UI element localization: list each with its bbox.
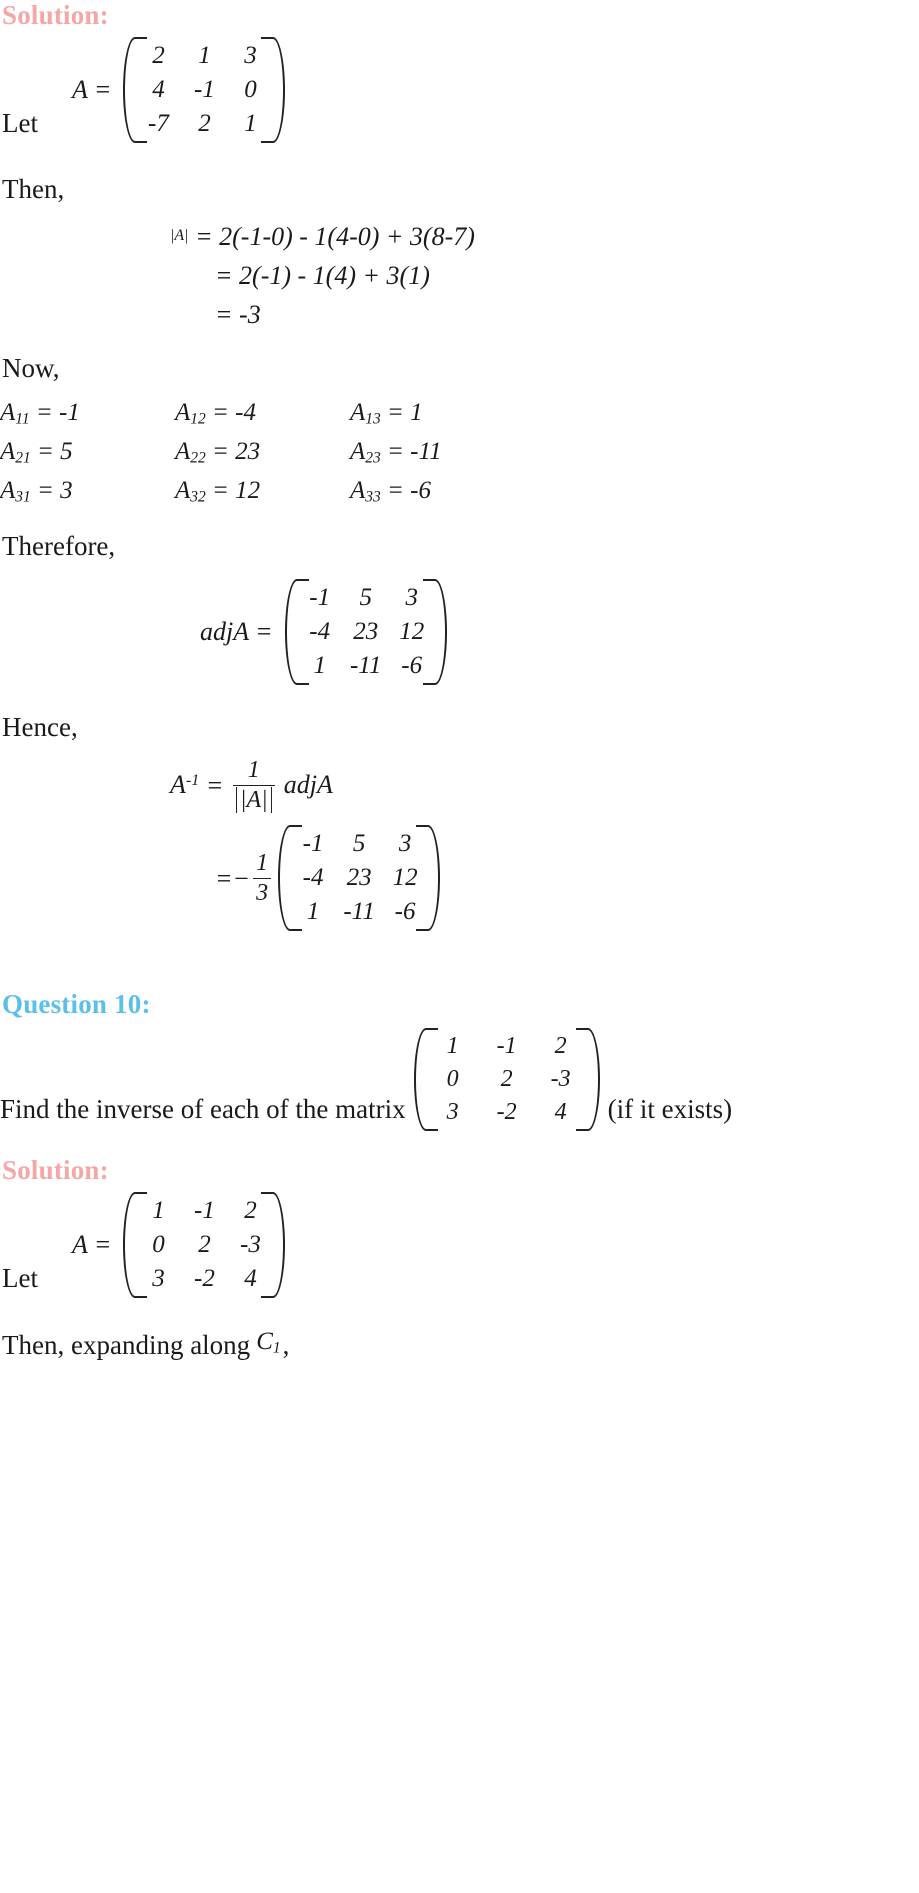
matrix-cell: -11 (349, 652, 382, 680)
matrix-cell: -3 (550, 1066, 571, 1092)
determinant-value-2: 2(-1) - 1(4) + 3(1) (239, 260, 430, 290)
determinant-line-3: = -3 (0, 295, 919, 334)
matrix-cell: 2 (500, 1066, 513, 1092)
solution-heading-q10: Solution: (2, 1155, 109, 1185)
question-10-matrix (410, 1026, 604, 1133)
cofactor-cell: $A_{21} = 5$ (0, 437, 73, 467)
fraction-denominator: |A| (233, 785, 275, 813)
matrix-A-expression-q9 (72, 35, 289, 145)
paren-right-icon (275, 1190, 289, 1300)
matrix-cell: 4 (244, 1265, 257, 1292)
matrix-cell: 1 (306, 898, 320, 925)
matrix-cell: -11 (343, 898, 375, 925)
cofactor-cell: $A_{22} = 23$ (175, 437, 261, 467)
paren-left-icon (274, 823, 288, 933)
matrix-cell: -1 (194, 76, 215, 103)
matrix-cell: 2 (152, 42, 165, 69)
determinant-value-3: -3 (239, 299, 261, 329)
matrix-cell: 3 (398, 830, 412, 857)
determinant-expr-1: = (188, 221, 220, 251)
cofactor-cell: $A_{23} = -11$ (350, 437, 442, 467)
fraction-numerator: 1 (247, 757, 260, 784)
matrix-cell: -1 (302, 830, 324, 857)
matrix-cell: -3 (240, 1231, 261, 1258)
solution-heading-q9: Solution: (2, 0, 109, 30)
expanding-column-label: $C_1$ (256, 1328, 281, 1357)
adjA-equals-label: adjA = (200, 617, 273, 647)
table-row (0, 472, 525, 511)
matrix-A-expression-q10 (72, 1190, 289, 1300)
matrix-cell: 12 (392, 864, 418, 891)
paren-right-icon (275, 35, 289, 145)
table-row (0, 433, 525, 472)
matrix-cell: 0 (152, 1231, 165, 1258)
matrix-cell: 3 (405, 584, 418, 612)
paren-right-icon (430, 823, 444, 933)
matrix-cell: -1 (496, 1033, 517, 1059)
now-label-q9: Now, (2, 352, 60, 383)
let-label-q9: Let (2, 108, 38, 138)
inverse-matrix-q9 (274, 823, 444, 933)
matrix-cell: 1 (446, 1033, 459, 1059)
A-inverse-label: $A^{-1}$ (170, 770, 200, 800)
matrix-cell: 3 (152, 1265, 165, 1292)
cofactor-cell: $A_{11} = -1$ (0, 398, 80, 427)
then-label-q9: Then, (2, 174, 65, 204)
matrix-cell: -6 (394, 898, 416, 925)
fraction-denominator: 3 (253, 878, 271, 906)
matrix-cell: 2 (198, 110, 211, 137)
inverse-fraction (233, 757, 275, 813)
matrix-cell: 1 (244, 110, 257, 137)
expanding-along-line (0, 1328, 919, 1361)
A-equals-label-q9: A = (71, 75, 112, 104)
hence-label-q9: Hence, (2, 712, 78, 743)
inverse-scalar-fraction (253, 850, 271, 906)
let-label-q10: Let (2, 1263, 38, 1293)
adj-matrix-q9 (281, 577, 451, 687)
matrix-cell: 0 (446, 1066, 459, 1092)
cofactor-table-q9 (0, 394, 525, 512)
matrix-cell: -2 (496, 1099, 517, 1125)
A-equals-label-q10: A = (71, 1230, 112, 1259)
matrix-cell: -2 (194, 1265, 215, 1292)
adj-matrix-expression-q9 (200, 577, 451, 687)
inverse-result-q9 (215, 823, 919, 933)
paren-right-icon (590, 1026, 604, 1133)
fraction-numerator: 1 (256, 850, 269, 877)
matrix-cell: 5 (359, 584, 372, 612)
matrix-cell: 5 (352, 830, 366, 857)
paren-left-icon (281, 577, 295, 687)
determinant-abs-label: |A| (170, 227, 189, 245)
table-row (0, 394, 525, 433)
question-10-statement (0, 1026, 919, 1133)
inverse-formula-q9: $A^{-1}$ = $\frac{1}{|A|}$ adjA (170, 757, 333, 813)
matrix-cell: 1 (313, 652, 326, 680)
question-10-suffix: (if it exists) (607, 1094, 733, 1124)
therefore-label-q9: Therefore, (2, 530, 116, 561)
adjA-label: adjA (283, 770, 333, 800)
question-10-heading: Question 10: (2, 989, 151, 1019)
matrix-A-q9 (119, 35, 289, 145)
matrix-cell: -6 (401, 652, 423, 680)
matrix-cell: 1 (152, 1197, 165, 1224)
matrix-cell: -4 (309, 618, 331, 646)
matrix-A-q10 (119, 1190, 289, 1300)
let-matrix-A-row-q10 (0, 1190, 919, 1300)
paren-right-icon (437, 577, 451, 687)
cofactor-cell: $A_{13} = 1$ (350, 398, 423, 427)
cofactor-cell: $A_{33} = -6$ (350, 477, 431, 506)
matrix-cell: 2 (244, 1197, 257, 1224)
matrix-cell: -1 (194, 1197, 215, 1224)
matrix-cell: 23 (346, 864, 372, 891)
determinant-value-1: 2(-1-0) - 1(4-0) + 3(8-7) (219, 221, 475, 251)
matrix-cell: -4 (302, 864, 324, 891)
let-matrix-A-row-q9 (0, 35, 919, 145)
matrix-cell: 3 (244, 42, 257, 69)
matrix-cell: 1 (198, 42, 211, 69)
paren-left-icon (119, 35, 133, 145)
matrix-cell: 3 (446, 1099, 459, 1125)
matrix-cell: 4 (152, 76, 165, 103)
expanding-comma: , (282, 1330, 290, 1361)
cofactor-cell: $A_{12} = -4$ (175, 398, 256, 427)
expanding-text: Then, expanding along (2, 1330, 251, 1361)
matrix-cell: 2 (198, 1231, 211, 1258)
paren-left-icon (410, 1026, 424, 1133)
cofactor-cell: $A_{32} = 12$ (175, 477, 261, 506)
determinant-line-2: = 2(-1) - 1(4) + 3(1) (0, 256, 919, 295)
matrix-cell: 12 (399, 618, 425, 646)
matrix-cell: -7 (148, 110, 169, 137)
determinant-line-1 (0, 217, 919, 256)
determinant-block-q9 (0, 217, 919, 334)
cofactor-cell: $A_{31} = 3$ (0, 477, 73, 506)
paren-left-icon (119, 1190, 133, 1300)
matrix-cell: 23 (353, 618, 379, 646)
matrix-cell: 2 (554, 1033, 567, 1059)
matrix-cell: 4 (554, 1099, 567, 1125)
inverse-sign: =− (215, 863, 251, 893)
matrix-cell: -1 (309, 584, 331, 612)
question-10-prefix: Find the inverse of each of the matrix (0, 1094, 406, 1124)
matrix-cell: 0 (244, 76, 257, 103)
